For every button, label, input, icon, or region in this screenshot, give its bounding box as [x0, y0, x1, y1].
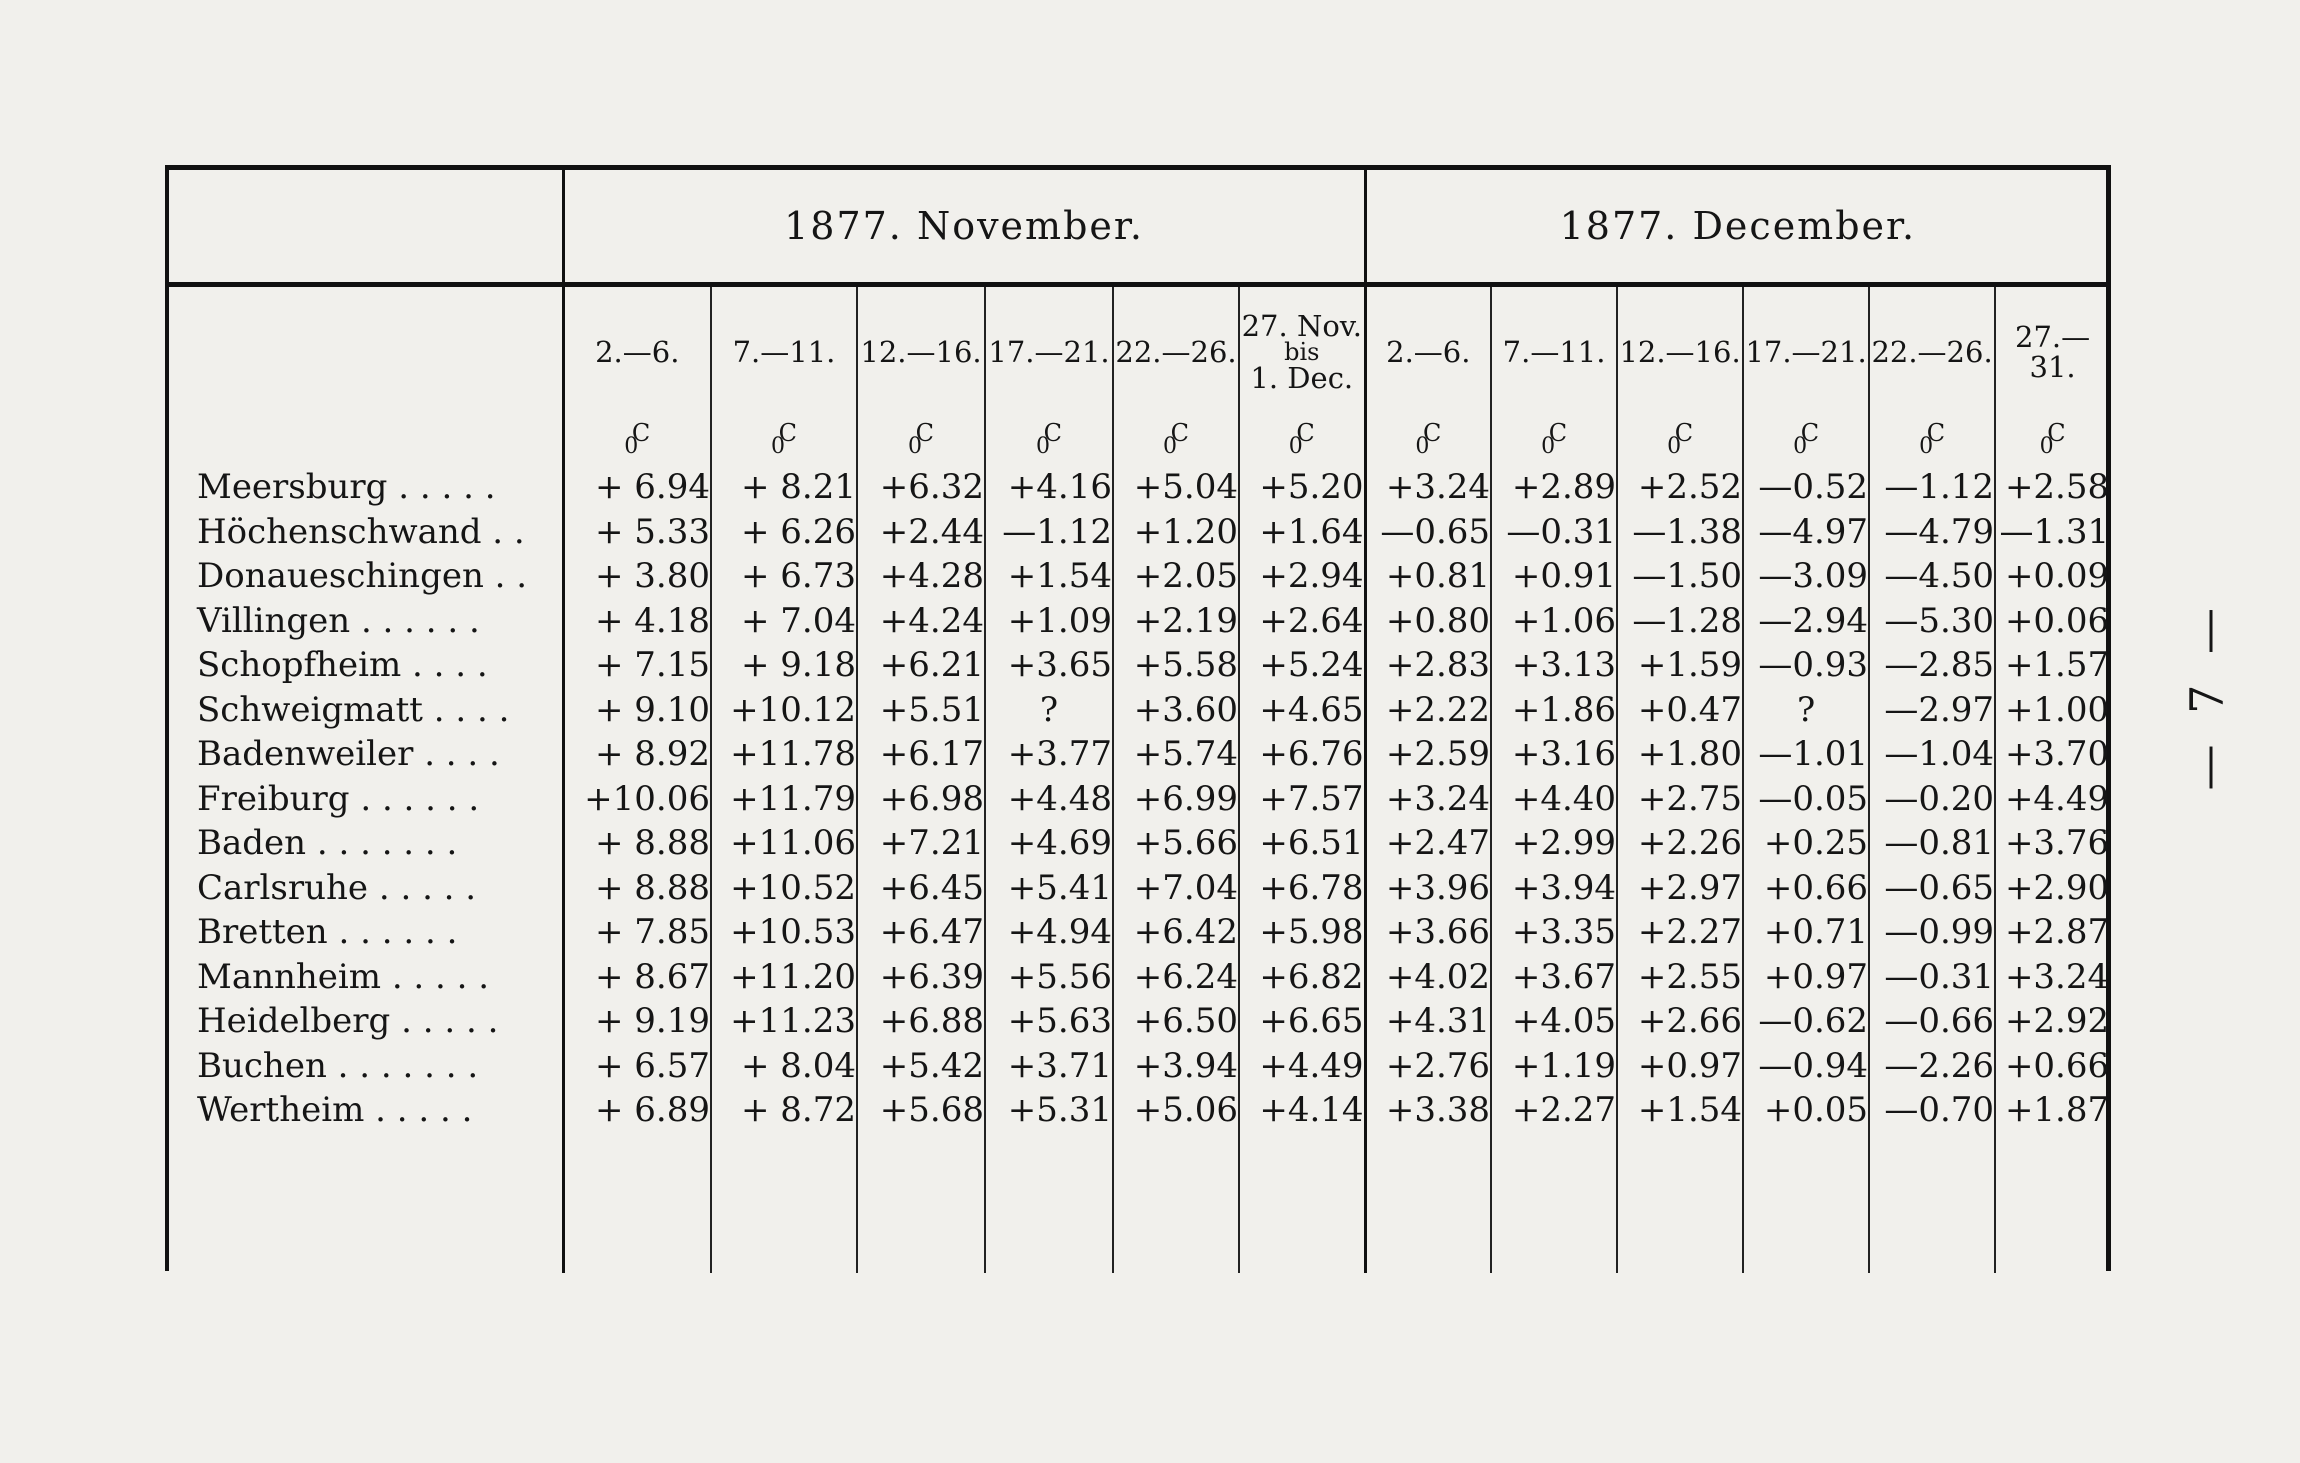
- table-cell: +5.63: [985, 999, 1113, 1044]
- table-cell: + 9.19: [563, 999, 711, 1044]
- unit-cell: [1617, 417, 1743, 465]
- table-cell: +2.22: [1365, 688, 1491, 733]
- table-cell: +5.20: [1239, 465, 1365, 510]
- table-cell: +5.31: [985, 1088, 1113, 1133]
- table-cell: +0.09: [1995, 554, 2109, 599]
- table-cell: +4.94: [985, 910, 1113, 955]
- table-cell: +4.14: [1239, 1088, 1365, 1133]
- station-name: Meersburg . . . . .: [197, 467, 496, 508]
- table-cell: +2.52: [1617, 465, 1743, 510]
- table-frame: [165, 165, 2111, 1271]
- table-cell: +10.52: [711, 866, 857, 911]
- table-cell: + 8.72: [711, 1088, 857, 1133]
- table-cell: +6.21: [857, 643, 985, 688]
- table-cell: —0.20: [1869, 777, 1995, 822]
- station-name: Badenweiler . . . .: [197, 734, 500, 775]
- table-cell: +0.97: [1743, 955, 1869, 1000]
- table-cell: +1.54: [985, 554, 1113, 599]
- station-name: Höchenschwand . .: [197, 511, 525, 552]
- filler-cell: [1869, 1133, 1995, 1273]
- unit-cell: [711, 417, 857, 465]
- filler-cell: [1995, 1133, 2109, 1273]
- table-cell: +7.04: [1113, 866, 1239, 911]
- period-nov-2: 7.—11.: [711, 285, 857, 418]
- unit-cell: [563, 417, 711, 465]
- station-name: Mannheim . . . . .: [197, 956, 490, 997]
- table-cell: —0.94: [1743, 1044, 1869, 1089]
- period-header-row: [169, 285, 2109, 418]
- table-cell: —0.99: [1869, 910, 1995, 955]
- table-cell: +7.21: [857, 821, 985, 866]
- period-nov-1: 2.—6.: [563, 285, 711, 418]
- degree-unit-zero: 0: [2039, 434, 2054, 459]
- degree-unit-zero: 0: [1036, 434, 1050, 459]
- table-cell: —0.65: [1869, 866, 1995, 911]
- period-nov-3: 12.—16.: [857, 285, 985, 418]
- table-row: [169, 821, 2109, 866]
- table-cell: +0.05: [1743, 1088, 1869, 1133]
- period-dec-2: 7.—11.: [1491, 285, 1617, 418]
- degree-unit-zero: 0: [1415, 434, 1430, 459]
- table-cell: —5.30: [1869, 599, 1995, 644]
- period-nov-6-line1: 27. Nov.: [1241, 309, 1362, 343]
- table-row: [169, 732, 2109, 777]
- table-cell: +2.99: [1491, 821, 1617, 866]
- table-cell: —0.93: [1743, 643, 1869, 688]
- period-dec-1: 2.—6.: [1365, 285, 1491, 418]
- station-name: Freiburg . . . . . .: [197, 778, 480, 819]
- table-cell: +4.28: [857, 554, 985, 599]
- unit-cell: [1995, 417, 2109, 465]
- table-cell: +5.41: [985, 866, 1113, 911]
- table-cell: +1.86: [1491, 688, 1617, 733]
- table-cell: +5.24: [1239, 643, 1365, 688]
- degree-unit-zero: 0: [908, 434, 922, 459]
- degree-unit-zero: 0: [624, 434, 639, 459]
- filler-cell: [1491, 1133, 1617, 1273]
- table-cell: +3.66: [1365, 910, 1491, 955]
- table-cell: +6.42: [1113, 910, 1239, 955]
- temperature-table: [169, 170, 2109, 1273]
- table-cell: +4.48: [985, 777, 1113, 822]
- degree-unit-c: C: [1422, 419, 1442, 447]
- station-name: Schweigmatt . . . .: [197, 689, 510, 730]
- degree-unit-zero: 0: [1667, 434, 1682, 459]
- table-cell: +0.81: [1365, 554, 1491, 599]
- degree-unit: [2040, 419, 2066, 459]
- station-name: Heidelberg . . . . .: [197, 1001, 499, 1042]
- table-cell: +1.20: [1113, 510, 1239, 555]
- filler-cell: [1239, 1133, 1365, 1273]
- table-cell: +4.65: [1239, 688, 1365, 733]
- degree-unit-c: C: [1170, 419, 1189, 447]
- table-row: [169, 1088, 2109, 1133]
- table-cell: +2.44: [857, 510, 985, 555]
- table-row: [169, 999, 2109, 1044]
- table-cell: +5.56: [985, 955, 1113, 1000]
- table-cell: +2.59: [1365, 732, 1491, 777]
- table-cell: +2.76: [1365, 1044, 1491, 1089]
- station-name: Schopfheim . . . .: [197, 645, 488, 686]
- station-unit-blank: [169, 417, 563, 465]
- filler-cell: [711, 1133, 857, 1273]
- degree-unit-c: C: [2047, 419, 2066, 447]
- table-cell: —0.31: [1869, 955, 1995, 1000]
- table-cell: +7.57: [1239, 777, 1365, 822]
- table-cell: —1.38: [1617, 510, 1743, 555]
- filler-cell: [563, 1133, 711, 1273]
- degree-unit: [1793, 419, 1819, 459]
- table-cell: +6.99: [1113, 777, 1239, 822]
- degree-unit-zero: 0: [1163, 434, 1177, 459]
- table-row: [169, 510, 2109, 555]
- period-dec-4: 17.—21.: [1743, 285, 1869, 418]
- degree-unit: [624, 419, 650, 459]
- december-header: 1877. December.: [1365, 170, 2109, 285]
- table-cell: —3.09: [1743, 554, 1869, 599]
- table-cell: —1.12: [1869, 465, 1995, 510]
- degree-unit-c: C: [1926, 419, 1946, 447]
- table-cell: + 9.18: [711, 643, 857, 688]
- table-row: [169, 777, 2109, 822]
- table-cell: +2.19: [1113, 599, 1239, 644]
- table-cell: +10.06: [563, 777, 711, 822]
- table-cell: +10.12: [711, 688, 857, 733]
- degree-unit-c: C: [631, 419, 651, 447]
- table-cell: + 6.94: [563, 465, 711, 510]
- table-cell: +1.80: [1617, 732, 1743, 777]
- table-cell: —0.62: [1743, 999, 1869, 1044]
- table-cell: +6.39: [857, 955, 985, 1000]
- table-cell: +6.65: [1239, 999, 1365, 1044]
- table-cell: +2.26: [1617, 821, 1743, 866]
- table-cell: +0.91: [1491, 554, 1617, 599]
- table-cell: +11.79: [711, 777, 857, 822]
- table-cell: +2.87: [1995, 910, 2109, 955]
- degree-unit-zero: 0: [1541, 434, 1556, 459]
- table-cell: +0.71: [1743, 910, 1869, 955]
- table-cell: +1.64: [1239, 510, 1365, 555]
- table-cell: + 3.80: [563, 554, 711, 599]
- table-cell: +3.24: [1365, 777, 1491, 822]
- table-cell: +3.16: [1491, 732, 1617, 777]
- period-nov-6-line3: 1. Dec.: [1250, 361, 1354, 395]
- table-cell: +1.57: [1995, 643, 2109, 688]
- table-cell: —1.04: [1869, 732, 1995, 777]
- degree-unit-zero: 0: [1793, 434, 1808, 459]
- unit-row: [169, 417, 2109, 465]
- table-cell: + 7.15: [563, 643, 711, 688]
- table-cell: ?: [1743, 688, 1869, 733]
- table-cell: +5.74: [1113, 732, 1239, 777]
- table-cell: +2.47: [1365, 821, 1491, 866]
- degree-unit-c: C: [1043, 419, 1062, 447]
- table-cell: + 9.10: [563, 688, 711, 733]
- table-cell: —4.50: [1869, 554, 1995, 599]
- table-cell: —1.31: [1995, 510, 2109, 555]
- filler-cell: [1113, 1133, 1239, 1273]
- degree-unit: [1667, 419, 1693, 459]
- table-cell: +1.09: [985, 599, 1113, 644]
- table-cell: +2.97: [1617, 866, 1743, 911]
- table-cell: —1.12: [985, 510, 1113, 555]
- degree-unit-c: C: [915, 419, 934, 447]
- table-row: [169, 643, 2109, 688]
- table-cell: +5.42: [857, 1044, 985, 1089]
- table-cell: + 6.73: [711, 554, 857, 599]
- table-cell: +3.60: [1113, 688, 1239, 733]
- table-cell: +11.06: [711, 821, 857, 866]
- degree-unit-c: C: [1800, 419, 1820, 447]
- station-header-blank: [169, 170, 563, 285]
- table-cell: +0.97: [1617, 1044, 1743, 1089]
- degree-unit: [1036, 419, 1062, 459]
- table-cell: +3.35: [1491, 910, 1617, 955]
- table-cell: +0.66: [1995, 1044, 2109, 1089]
- degree-unit: [908, 419, 934, 459]
- table-cell: +0.06: [1995, 599, 2109, 644]
- table-cell: + 7.04: [711, 599, 857, 644]
- degree-unit: [1541, 419, 1567, 459]
- unit-cell: [1113, 417, 1239, 465]
- table-cell: + 7.85: [563, 910, 711, 955]
- table-cell: +3.77: [985, 732, 1113, 777]
- table-cell: +2.94: [1239, 554, 1365, 599]
- table-cell: +2.90: [1995, 866, 2109, 911]
- table-cell: +4.40: [1491, 777, 1617, 822]
- table-cell: +3.13: [1491, 643, 1617, 688]
- table-cell: +4.24: [857, 599, 985, 644]
- station-name: Villingen . . . . . .: [197, 600, 480, 641]
- table-cell: +3.70: [1995, 732, 2109, 777]
- table-cell: —1.28: [1617, 599, 1743, 644]
- table-cell: +5.06: [1113, 1088, 1239, 1133]
- filler-cell: [857, 1133, 985, 1273]
- table-cell: +6.32: [857, 465, 985, 510]
- table-cell: +2.05: [1113, 554, 1239, 599]
- table-cell: ?: [985, 688, 1113, 733]
- table-cell: +2.64: [1239, 599, 1365, 644]
- table-cell: +3.96: [1365, 866, 1491, 911]
- table-cell: +0.66: [1743, 866, 1869, 911]
- table-cell: +5.04: [1113, 465, 1239, 510]
- unit-cell: [1491, 417, 1617, 465]
- table-cell: + 6.57: [563, 1044, 711, 1089]
- page-number: — 7 —: [2180, 600, 2234, 791]
- table-cell: +11.78: [711, 732, 857, 777]
- table-cell: +6.50: [1113, 999, 1239, 1044]
- table-cell: +3.94: [1491, 866, 1617, 911]
- table-cell: +3.24: [1365, 465, 1491, 510]
- table-cell: +2.83: [1365, 643, 1491, 688]
- table-row: [169, 910, 2109, 955]
- table-cell: + 6.89: [563, 1088, 711, 1133]
- unit-cell: [985, 417, 1113, 465]
- station-name: Bretten . . . . . .: [197, 912, 458, 953]
- table-cell: +2.89: [1491, 465, 1617, 510]
- table-cell: —0.05: [1743, 777, 1869, 822]
- table-cell: + 8.67: [563, 955, 711, 1000]
- period-dec-6: 27.—31.: [1995, 285, 2109, 418]
- table-cell: +6.76: [1239, 732, 1365, 777]
- table-cell: +6.24: [1113, 955, 1239, 1000]
- table-cell: + 6.26: [711, 510, 857, 555]
- table-cell: +11.23: [711, 999, 857, 1044]
- table-cell: +6.82: [1239, 955, 1365, 1000]
- table-cell: +4.02: [1365, 955, 1491, 1000]
- degree-unit: [1415, 419, 1441, 459]
- filler-cell: [985, 1133, 1113, 1273]
- table-cell: +6.45: [857, 866, 985, 911]
- table-cell: +1.87: [1995, 1088, 2109, 1133]
- table-cell: +1.06: [1491, 599, 1617, 644]
- period-nov-5: 22.—26.: [1113, 285, 1239, 418]
- table-row: [169, 1044, 2109, 1089]
- unit-cell: [1869, 417, 1995, 465]
- degree-unit: [771, 419, 797, 459]
- table-cell: +0.80: [1365, 599, 1491, 644]
- table-cell: +4.16: [985, 465, 1113, 510]
- table-cell: +3.24: [1995, 955, 2109, 1000]
- table-cell: —0.31: [1491, 510, 1617, 555]
- table-row: [169, 866, 2109, 911]
- table-cell: —2.85: [1869, 643, 1995, 688]
- table-cell: + 8.88: [563, 866, 711, 911]
- table-cell: +5.58: [1113, 643, 1239, 688]
- table-cell: +6.78: [1239, 866, 1365, 911]
- table-cell: +3.94: [1113, 1044, 1239, 1089]
- degree-unit-c: C: [1296, 419, 1315, 447]
- table-cell: + 8.92: [563, 732, 711, 777]
- filler-cell: [1617, 1133, 1743, 1273]
- table-cell: +2.66: [1617, 999, 1743, 1044]
- filler-cell: [1365, 1133, 1491, 1273]
- table-cell: + 8.21: [711, 465, 857, 510]
- station-name: Buchen . . . . . . .: [197, 1045, 479, 1086]
- table-cell: +2.75: [1617, 777, 1743, 822]
- table-cell: —4.97: [1743, 510, 1869, 555]
- data-body: [169, 465, 2109, 1133]
- period-nov-4: 17.—21.: [985, 285, 1113, 418]
- table-cell: +1.19: [1491, 1044, 1617, 1089]
- table-cell: + 8.04: [711, 1044, 857, 1089]
- filler-row: [169, 1133, 2109, 1273]
- table-cell: —4.79: [1869, 510, 1995, 555]
- table-cell: +1.54: [1617, 1088, 1743, 1133]
- station-period-blank: [169, 285, 563, 418]
- table-cell: —0.66: [1869, 999, 1995, 1044]
- station-name: Donaueschingen . .: [197, 556, 528, 597]
- table-cell: +1.00: [1995, 688, 2109, 733]
- period-nov-6: [1239, 285, 1365, 418]
- table-cell: —2.97: [1869, 688, 1995, 733]
- filler-station: [169, 1133, 563, 1273]
- table-cell: +3.38: [1365, 1088, 1491, 1133]
- table-cell: +6.17: [857, 732, 985, 777]
- degree-unit: [1163, 419, 1189, 459]
- november-header: 1877. November.: [563, 170, 1365, 285]
- table-cell: +10.53: [711, 910, 857, 955]
- table-cell: —2.94: [1743, 599, 1869, 644]
- table-row: [169, 955, 2109, 1000]
- table-cell: +2.58: [1995, 465, 2109, 510]
- unit-cell: [857, 417, 985, 465]
- table-cell: —0.70: [1869, 1088, 1995, 1133]
- table-cell: +0.47: [1617, 688, 1743, 733]
- table-cell: +3.67: [1491, 955, 1617, 1000]
- table-cell: +3.71: [985, 1044, 1113, 1089]
- table-cell: +6.88: [857, 999, 985, 1044]
- table-cell: —2.26: [1869, 1044, 1995, 1089]
- table-cell: +11.20: [711, 955, 857, 1000]
- table-cell: —1.50: [1617, 554, 1743, 599]
- unit-cell: [1239, 417, 1365, 465]
- table-cell: + 5.33: [563, 510, 711, 555]
- table-cell: +2.27: [1617, 910, 1743, 955]
- period-nov-6-line2: bis: [1284, 338, 1320, 366]
- table-cell: +5.98: [1239, 910, 1365, 955]
- table-cell: +2.55: [1617, 955, 1743, 1000]
- table-cell: +4.49: [1995, 777, 2109, 822]
- table-cell: +0.25: [1743, 821, 1869, 866]
- table-cell: +3.65: [985, 643, 1113, 688]
- station-name: Wertheim . . . . .: [197, 1090, 473, 1131]
- table-cell: +3.76: [1995, 821, 2109, 866]
- degree-unit-c: C: [778, 419, 797, 447]
- month-header-row: [169, 170, 2109, 285]
- degree-unit: [1919, 419, 1945, 459]
- table-cell: —0.65: [1365, 510, 1491, 555]
- table-cell: +6.98: [857, 777, 985, 822]
- degree-unit: [1289, 419, 1315, 459]
- station-name: Carlsruhe . . . . .: [197, 867, 477, 908]
- table-cell: +4.49: [1239, 1044, 1365, 1089]
- period-dec-3: 12.—16.: [1617, 285, 1743, 418]
- table-cell: +5.68: [857, 1088, 985, 1133]
- station-name: Baden . . . . . . .: [197, 823, 458, 864]
- degree-unit-zero: 0: [771, 434, 785, 459]
- table-cell: +2.27: [1491, 1088, 1617, 1133]
- table-cell: —0.81: [1869, 821, 1995, 866]
- degree-unit-zero: 0: [1919, 434, 1934, 459]
- filler-cell: [1743, 1133, 1869, 1273]
- table-cell: + 4.18: [563, 599, 711, 644]
- table-cell: + 8.88: [563, 821, 711, 866]
- unit-cell: [1743, 417, 1869, 465]
- table-cell: +6.51: [1239, 821, 1365, 866]
- table-cell: +4.31: [1365, 999, 1491, 1044]
- table-cell: +5.51: [857, 688, 985, 733]
- table-row: [169, 554, 2109, 599]
- table-cell: +1.59: [1617, 643, 1743, 688]
- table-row: [169, 688, 2109, 733]
- period-dec-5: 22.—26.: [1869, 285, 1995, 418]
- table-row: [169, 465, 2109, 510]
- table-cell: +6.47: [857, 910, 985, 955]
- table-cell: +4.05: [1491, 999, 1617, 1044]
- degree-unit-zero: 0: [1288, 434, 1303, 459]
- table-cell: —0.52: [1743, 465, 1869, 510]
- unit-cell: [1365, 417, 1491, 465]
- table-cell: +4.69: [985, 821, 1113, 866]
- table-row: [169, 599, 2109, 644]
- table-cell: +5.66: [1113, 821, 1239, 866]
- degree-unit-c: C: [1674, 419, 1694, 447]
- degree-unit-c: C: [1548, 419, 1568, 447]
- table-cell: +2.92: [1995, 999, 2109, 1044]
- table-cell: —1.01: [1743, 732, 1869, 777]
